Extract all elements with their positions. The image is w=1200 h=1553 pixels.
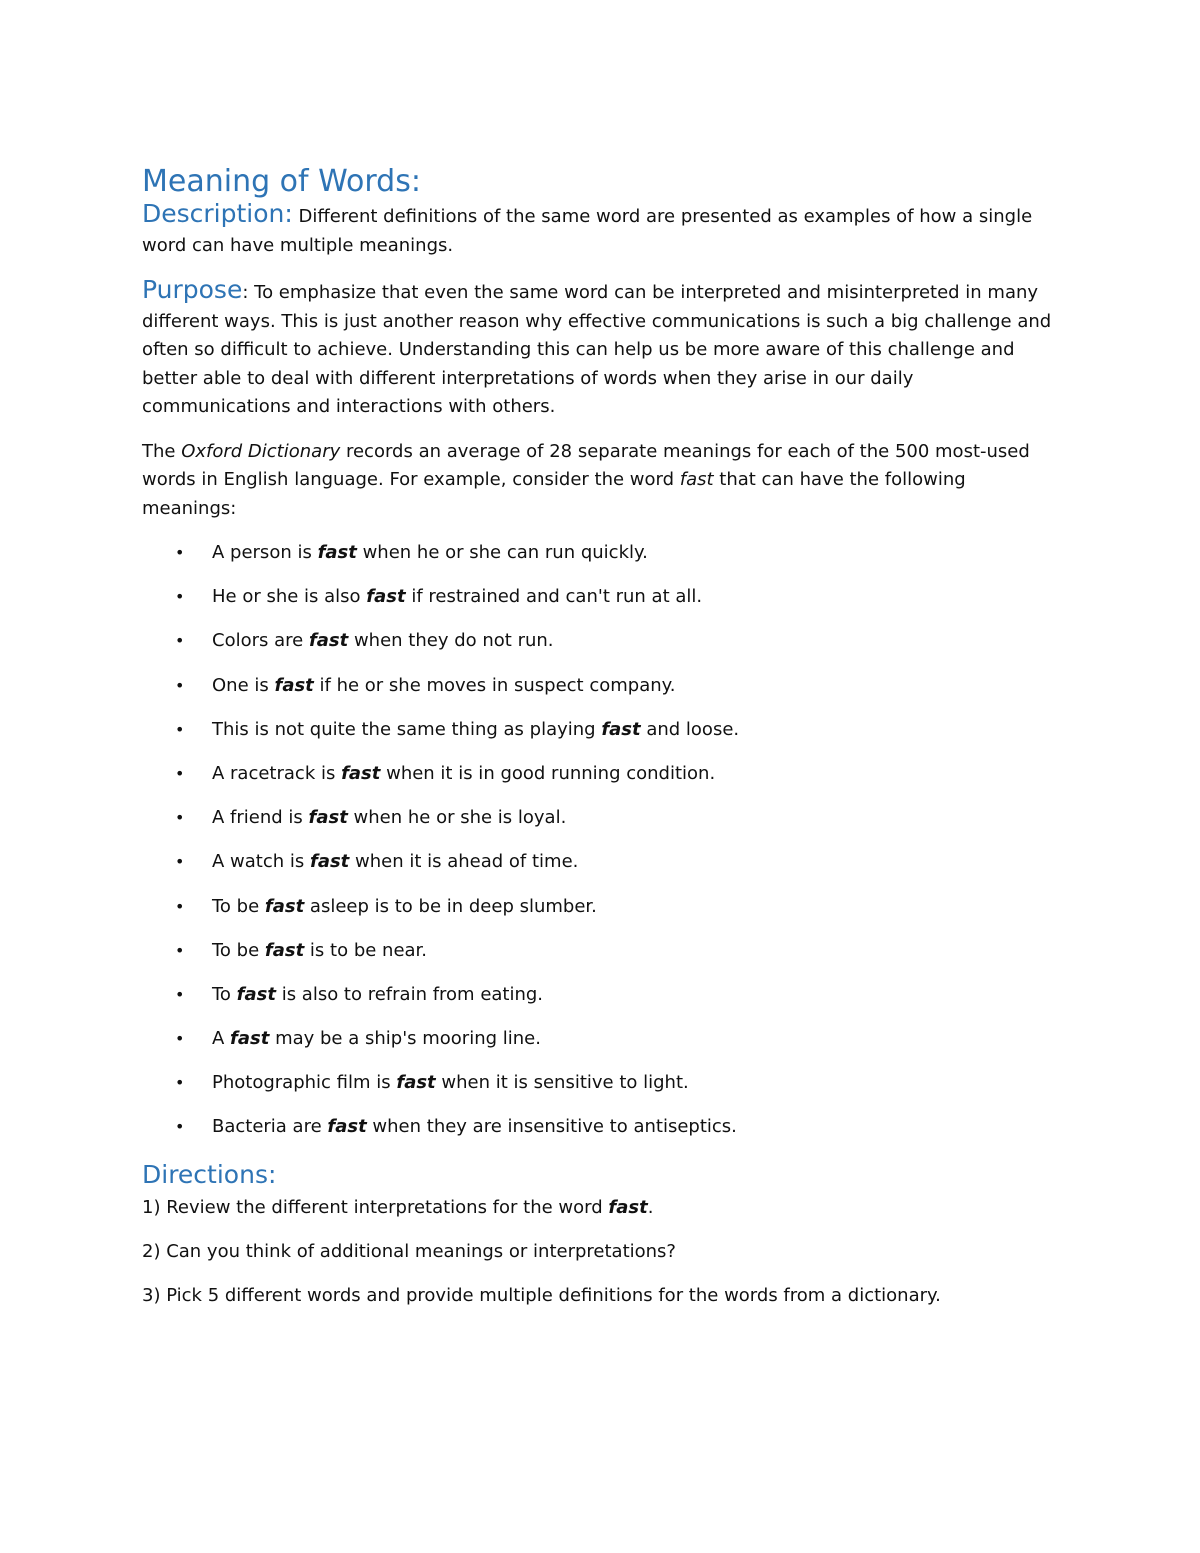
meaning-text: and loose.: [640, 718, 740, 740]
intro-before: The: [142, 440, 182, 462]
meaning-text: is also to refrain from eating.: [275, 983, 544, 1005]
meaning-text: Colors are: [212, 630, 309, 652]
list-item: [142, 893, 1062, 922]
purpose-heading: Purpose: [142, 275, 243, 304]
description-paragraph: [142, 200, 1062, 260]
list-item: [142, 981, 1062, 1010]
meaning-word: fast: [601, 718, 641, 740]
meaning-text: when it is sensitive to light.: [435, 1072, 689, 1094]
step-text: .: [647, 1196, 654, 1218]
meaning-text: when it is in good running condition.: [380, 762, 716, 784]
meaning-text: A racetrack is: [212, 762, 342, 784]
meaning-text: A person is: [212, 542, 318, 563]
step-text: 1) Review the different interpretations for the word: [142, 1196, 609, 1218]
directions-heading: Directions:: [142, 1159, 277, 1189]
list-item: [142, 583, 1062, 612]
page-title: Meaning of Words:: [142, 164, 421, 199]
list-item: [142, 760, 1062, 789]
meaning-text: when it is ahead of time.: [349, 851, 579, 873]
bullet-icon: •: [175, 940, 185, 960]
meaning-text: Bacteria are: [212, 1116, 328, 1138]
list-item: [142, 672, 1062, 701]
meaning-text: One is: [212, 674, 275, 696]
list-item: [142, 716, 1062, 745]
intro-middle: records an average of 28 separate meanings for each of the 500 most-used words in English language. For example, consider the word: [142, 440, 1030, 490]
meanings-list: [142, 539, 1062, 1142]
bullet-icon: •: [175, 631, 185, 651]
list-item: [142, 937, 1062, 966]
meaning-text: when they are insensitive to antiseptics.: [366, 1116, 737, 1138]
meaning-text: He or she is also: [212, 586, 367, 608]
bullet-icon: •: [175, 587, 185, 607]
list-item: [142, 1069, 1062, 1098]
list-item: [142, 848, 1062, 877]
list-item: [142, 1113, 1062, 1142]
description-text: Different definitions of the same word are presented as examples of how a single word can have multiple meanings.: [142, 206, 1033, 256]
purpose-text: : To emphasize that even the same word can be interpreted and misinterpreted in many different ways. This is just another reason why effective communications is such a big challenge and often so difficult to achieve. Understanding this can help us be more aware of this challenge and better able to deal with different interpretations of words when they arise in our daily communications and interactions with others.: [142, 282, 1052, 417]
meaning-word: fast: [236, 983, 276, 1005]
bullet-icon: •: [175, 675, 185, 695]
document-content: [142, 160, 1062, 1326]
meaning-text: This is not quite the same thing as playing: [212, 718, 602, 740]
list-item: [142, 804, 1062, 833]
meaning-word: fast: [317, 542, 357, 563]
bullet-icon: •: [175, 808, 185, 828]
list-item: [142, 539, 1062, 568]
direction-step-1: [142, 1194, 1062, 1223]
bullet-icon: •: [175, 896, 185, 916]
meaning-word: fast: [366, 586, 406, 608]
bullet-icon: •: [175, 1117, 185, 1137]
meaning-text: may be a ship's mooring line.: [269, 1028, 541, 1050]
list-item: [142, 627, 1062, 656]
meaning-word: fast: [274, 674, 314, 696]
meaning-text: when they do not run.: [348, 630, 554, 652]
meaning-text: To: [212, 983, 237, 1005]
description-heading: Description:: [142, 199, 293, 228]
bullet-icon: •: [175, 1073, 185, 1093]
meaning-text: Photographic film is: [212, 1072, 397, 1094]
meaning-word: fast: [327, 1116, 367, 1138]
meaning-text: if restrained and can't run at all.: [405, 586, 703, 608]
list-item: [142, 1025, 1062, 1054]
meaning-text: A watch is: [212, 851, 310, 873]
meaning-word: fast: [308, 630, 349, 652]
meaning-word: fast: [264, 939, 305, 961]
meaning-text: To be: [212, 895, 265, 917]
meaning-text: To be: [212, 939, 265, 961]
meaning-word: fast: [264, 895, 305, 917]
intro-after: that can have the following meanings:: [142, 469, 966, 519]
meaning-text: when he or she can run quickly.: [356, 542, 648, 563]
meaning-text: asleep is to be in deep slumber.: [304, 895, 597, 917]
meaning-word: fast: [308, 807, 348, 829]
bullet-icon: •: [175, 1029, 185, 1049]
step-word: fast: [608, 1196, 648, 1218]
bullet-icon: •: [175, 852, 185, 872]
direction-step-3: 3) Pick 5 different words and provide multiple definitions for the words from a dictionary.: [142, 1284, 941, 1306]
purpose-paragraph: [142, 276, 1062, 422]
meaning-text: A: [212, 1028, 231, 1050]
direction-step-2: 2) Can you think of additional meanings or interpretations?: [142, 1240, 676, 1262]
directions-steps: [142, 1194, 1062, 1311]
meaning-text: when he or she is loyal.: [347, 807, 567, 829]
meaning-text: A friend is: [212, 807, 309, 829]
meaning-word: fast: [309, 851, 350, 873]
meaning-text: if he or she moves in suspect company.: [313, 674, 676, 696]
bullet-icon: •: [175, 984, 185, 1004]
meaning-word: fast: [341, 762, 381, 784]
bullet-icon: •: [175, 543, 185, 562]
bullet-icon: •: [175, 719, 185, 739]
meaning-word: fast: [396, 1072, 436, 1094]
meaning-text: is to be near.: [304, 939, 428, 961]
intro-word: fast: [679, 469, 714, 490]
intro-paragraph: [142, 438, 1062, 524]
meaning-word: fast: [230, 1028, 270, 1050]
bullet-icon: •: [175, 763, 185, 783]
dictionary-name: Oxford Dictionary: [181, 440, 341, 462]
